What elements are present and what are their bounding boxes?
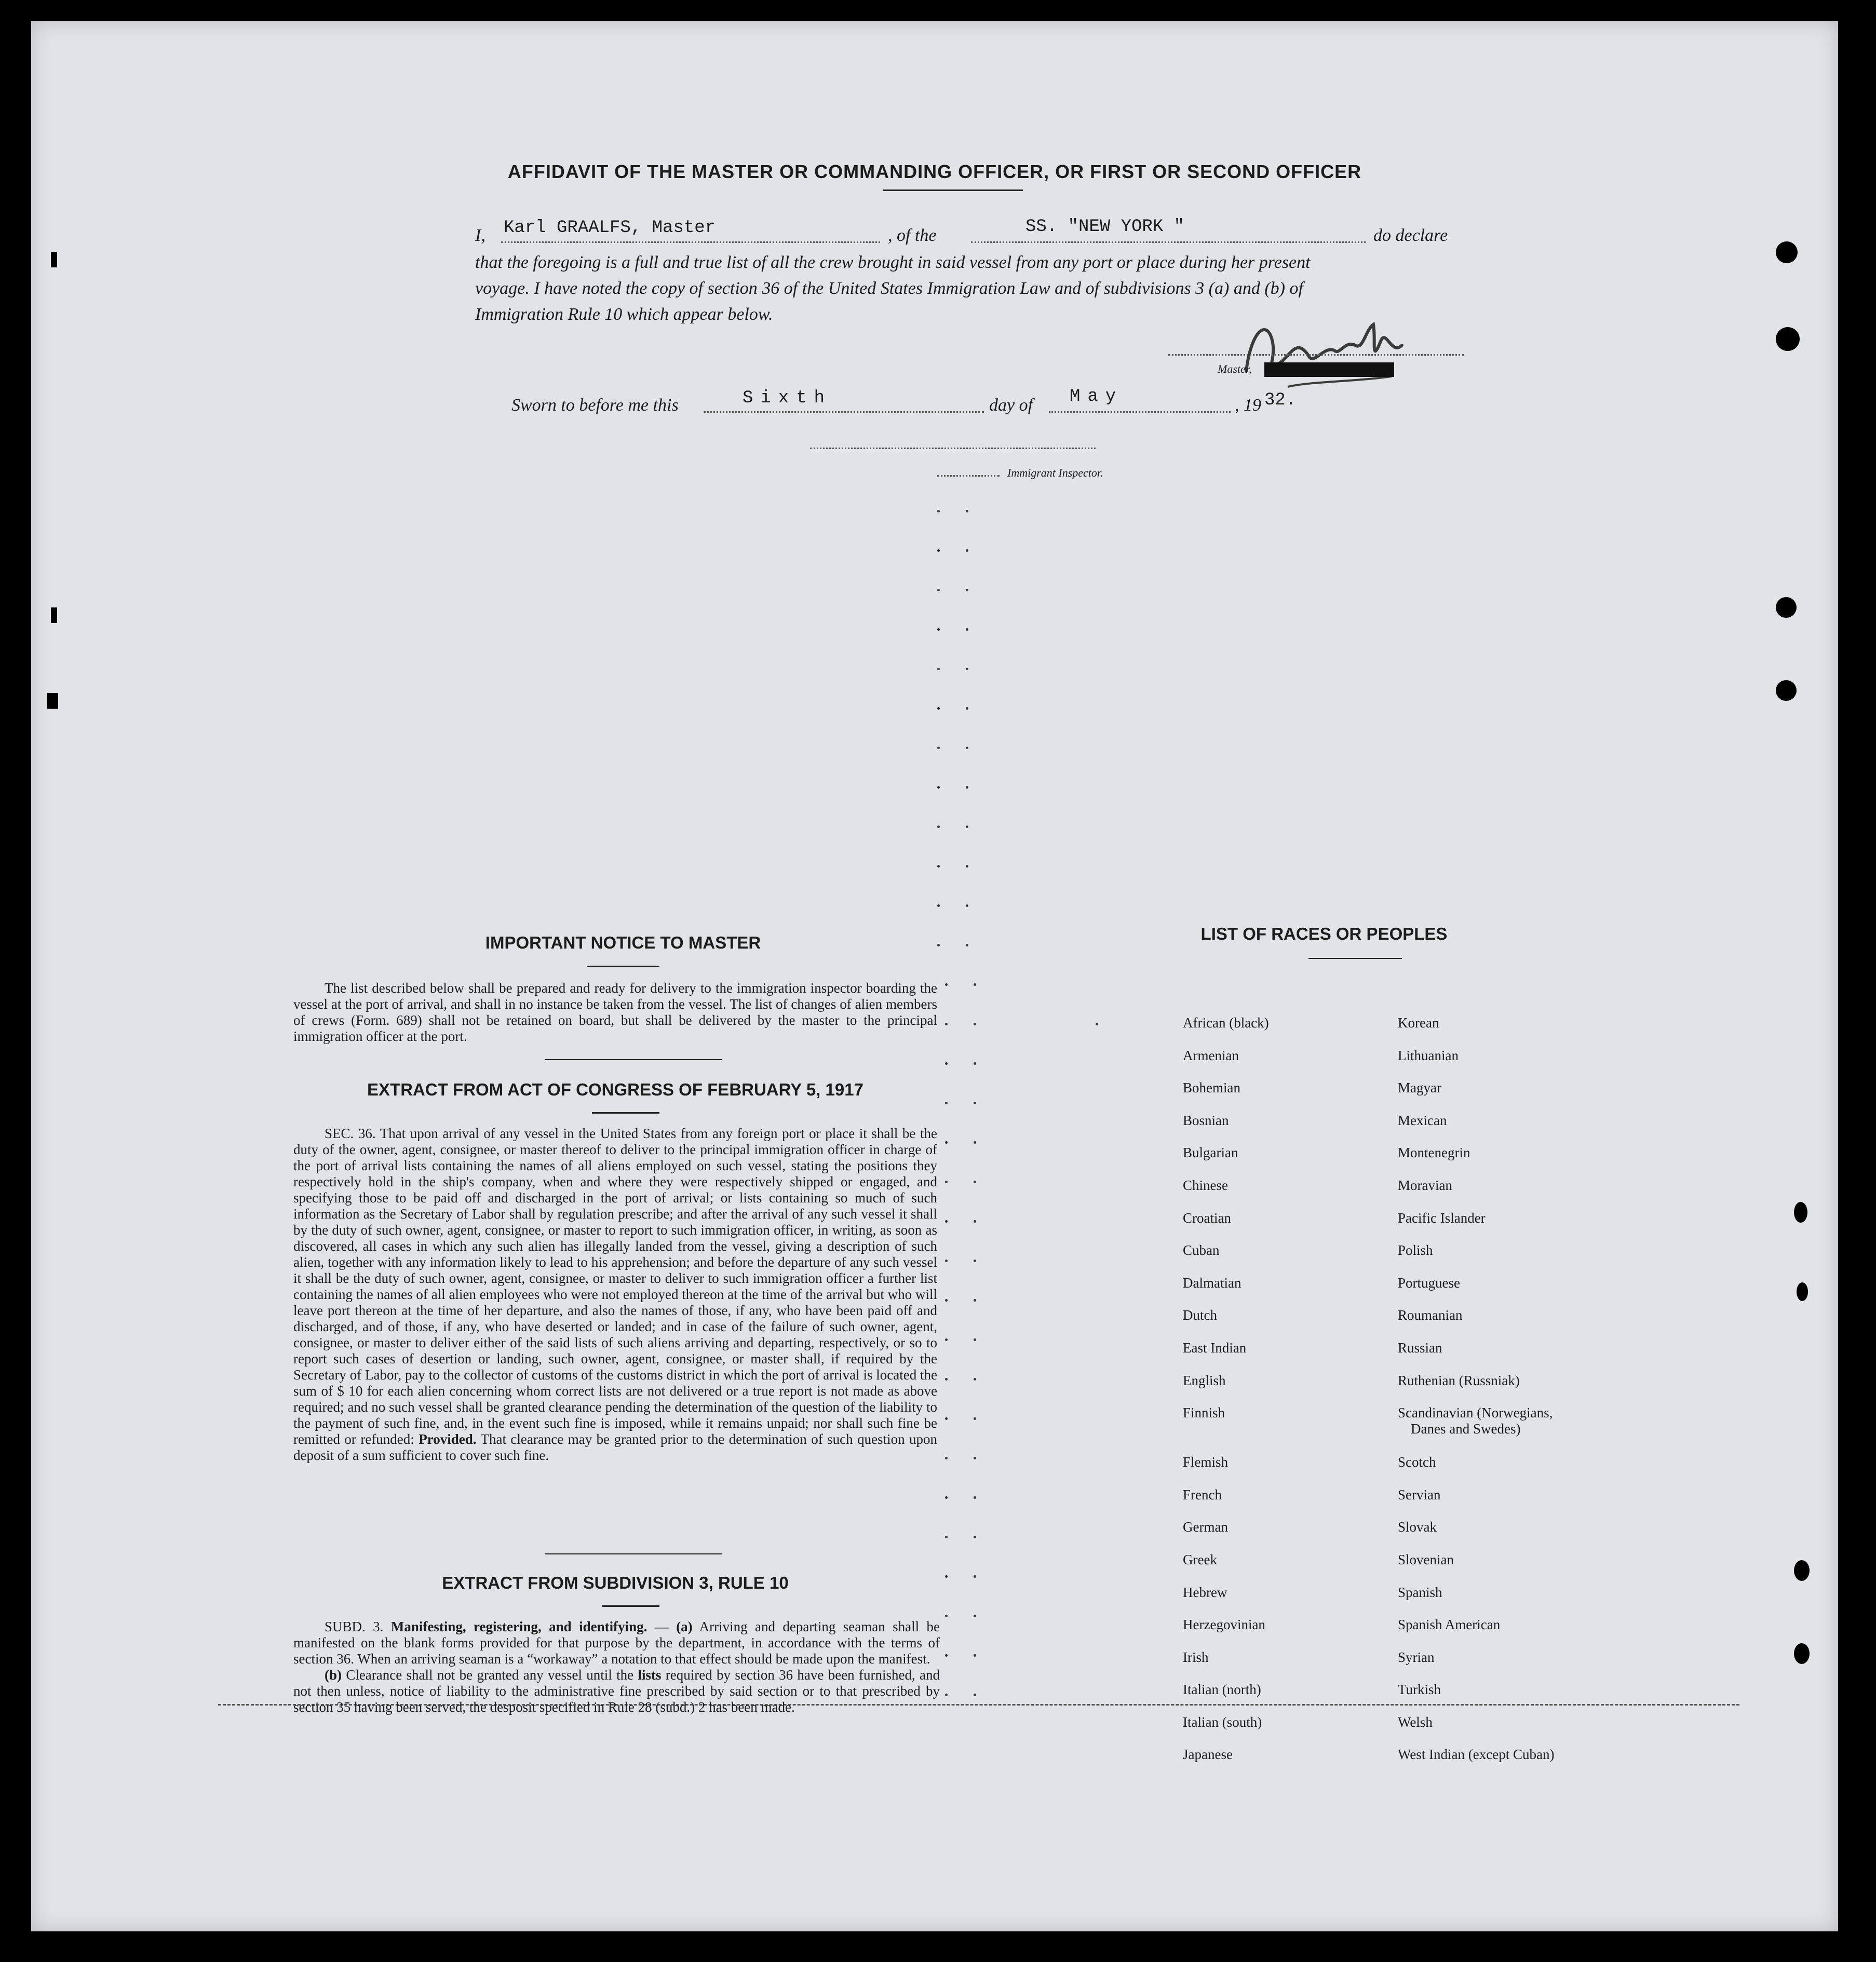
races-right-column [1398, 1015, 1657, 1779]
race-item: Welsh [1398, 1714, 1433, 1730]
document-page [31, 21, 1838, 1931]
affidavit-line-1 [475, 226, 485, 246]
vessel-name: SS. "NEW YORK " [1025, 217, 1185, 237]
sworn-day-line [704, 411, 984, 413]
race-item: Cuban [1183, 1242, 1220, 1259]
year-prefix: , 19 [1235, 396, 1261, 415]
master-name-line [501, 241, 880, 243]
notice-text [293, 980, 937, 1045]
race-item: Dalmatian [1183, 1275, 1241, 1291]
race-item: East Indian [1183, 1339, 1247, 1356]
do-declare-label: do declare [1373, 226, 1448, 245]
race-item: Montenegrin [1398, 1145, 1470, 1161]
race-item: French [1183, 1486, 1222, 1503]
subd-heading: Manifesting, registering, and identifying. [390, 1619, 647, 1634]
race-item: Slovenian [1398, 1551, 1454, 1567]
sworn-month-line [1049, 411, 1231, 413]
race-item: Roumanian [1398, 1307, 1463, 1323]
act-divider [592, 1112, 659, 1114]
notice-divider [587, 966, 659, 967]
race-item: Flemish [1183, 1454, 1229, 1470]
race-item: Herzegovinian [1183, 1617, 1265, 1633]
rule-divider [602, 1605, 659, 1607]
inspector-line-short [937, 475, 1000, 477]
race-item: Scandinavian (Norwegians, [1398, 1405, 1553, 1421]
race-item: Finnish [1183, 1405, 1225, 1421]
master-name: Karl GRAALFS, Master [504, 218, 716, 238]
race-item: Portuguese [1398, 1275, 1460, 1291]
affidavit-title: AFFIDAVIT OF THE MASTER OR COMMANDING OFFICER, OR FIRST OR SECOND OFFICER [507, 161, 1362, 182]
race-item: Bohemian [1183, 1080, 1240, 1096]
sec-36-paragraph: SEC. 36. That upon arrival of any vessel in the United States from any foreign port or place it shall be the duty of the owner, agent, consignee, or master thereof to deliver to the principal immigration officer in charge of the port of arrival lists containing the names of all aliens employed on such vessel, stating the positions they respectively hold in the ship's company, when and where they were respectively shipped or engaged, and specifying those to be paid off and discharged in the port of arrival; or lists containing so much of such information as the Secretary of Labor shall by regulation prescribe; and after the arrival of any such vessel it shall by the duty of such owner, agent, consignee, or master to report to such immigration officer, in writing, as soon as discovered, all cases in which any such alien has illegally landed from the vessel, giving a description of such alien, together with any information likely to lead to his apprehension; and before the departure of any such vessel it shall be the duty of such owner, agent, consignee, or master to deliver to such immigration officer a further list containing the names of all alien employees who were not employed thereon at the time of the arrival but who will leave port thereon at the time of her departure, and also the names of those, if any, who have been paid off and discharged, and of those, if any, who have deserted or landed; and in case of the failure of such owner, agent, consignee, or master to deliver either of the said lists of such aliens arriving and departing, respectively, or so to report such cases of desertion or landing, such owner, agent, consignee, or master shall, if required by the Secretary of Labor, pay to the collector of customs of the customs district in which the port of arrival is located the sum of $ 10 for each alien concerning whom correct lists are not delivered or a true report is not made as above required; and no such vessel shall be granted clearance pending the determination of the question of the liability to the payment of such fine, and, in the event such fine is imposed, while it remains unpaid; nor shall such fine be remitted or refunded: Provided. That clearance may be granted prior to the determination of such question upon deposit of a sum sufficient to cover such fine. [293, 1126, 938, 1463]
sworn-day: Sixth [743, 388, 832, 408]
title-divider [883, 190, 1023, 191]
race-item: Scotch [1398, 1454, 1436, 1470]
race-item: Turkish [1398, 1682, 1441, 1698]
race-item: Japanese [1183, 1747, 1233, 1763]
subd-a-paragraph: SUBD. 3. Manifesting, registering, and identifying. — (a) Arriving and departing seaman shall be manifested on the blank forms provided for that purpose by the department, in accordance with the terms of section 36. When an arriving seaman is a “workaway” a notation to that effect should be made upon the manifest. [293, 1619, 940, 1667]
race-item: Servian [1398, 1486, 1441, 1503]
race-item: Croatian [1183, 1210, 1231, 1226]
race-item: Spanish American [1398, 1617, 1501, 1633]
act-bottom-divider [545, 1553, 722, 1554]
provided-word: Provided. [419, 1431, 477, 1447]
race-item: Spanish [1398, 1584, 1442, 1600]
race-item: Irish [1183, 1649, 1209, 1665]
race-item: Ruthenian (Russniak) [1398, 1372, 1520, 1388]
race-item: West Indian (except Cuban) [1398, 1747, 1555, 1763]
race-item: African (black) [1183, 1015, 1269, 1031]
race-item: English [1183, 1372, 1226, 1388]
master-label: Master, [1218, 362, 1252, 375]
race-item: Moravian [1398, 1177, 1452, 1193]
race-item: Hebrew [1183, 1584, 1227, 1600]
race-item: Bosnian [1183, 1112, 1229, 1128]
races-title: LIST OF RACES OR PEOPLES [1200, 924, 1448, 943]
act-extract-title: EXTRACT FROM ACT OF CONGRESS OF FEBRUARY 5, 1917 [367, 1080, 863, 1099]
notice-title: IMPORTANT NOTICE TO MASTER [485, 933, 761, 952]
race-item: Polish [1398, 1242, 1433, 1259]
redaction-bar [1264, 362, 1394, 377]
race-item: Chinese [1183, 1177, 1228, 1193]
master-signature [1236, 309, 1412, 392]
race-item: Slovak [1398, 1519, 1437, 1535]
race-item: Dutch [1183, 1307, 1217, 1323]
of-the-label: , of the [888, 226, 937, 245]
rule-extract-title: EXTRACT FROM SUBDIVISION 3, RULE 10 [442, 1573, 789, 1592]
signature-line [1168, 354, 1464, 356]
vessel-line [971, 241, 1366, 243]
race-item: Italian (south) [1183, 1714, 1262, 1730]
races-left-column [1183, 1015, 1370, 1779]
sworn-month: May [1070, 387, 1124, 407]
race-item: Armenian [1183, 1047, 1239, 1063]
race-item: Greek [1183, 1551, 1217, 1567]
notice-paragraph: The list described below shall be prepared and ready for delivery to the immigration inspector boarding the vessel at the port of arrival, and shall in no instance be taken from the vessel. The list of changes of alien members of crews (Form. 689) shall not be retained on board, but shall be delivered by the master to the principal immigration officer at the port. [293, 980, 937, 1044]
race-item: German [1183, 1519, 1228, 1535]
sworn-year: 32. [1264, 390, 1297, 410]
rule-extract-text [293, 1619, 940, 1715]
race-item: Syrian [1398, 1649, 1435, 1665]
race-item: Russian [1398, 1339, 1442, 1356]
race-item: Lithuanian [1398, 1047, 1459, 1063]
sworn-label: Sworn to before me this [511, 396, 679, 415]
race-item: Italian (north) [1183, 1682, 1261, 1698]
race-item: Mexican [1398, 1112, 1447, 1128]
subd-b-paragraph: (b) Clearance shall not be granted any vessel until the lists required by section 36 have been furnished, and not then unless, notice of liability to the administrative fine prescribed by said section or to that prescribed by section 35 having been served, the desposit specified in Rule 28 (subd.) 2 has been made. [293, 1667, 940, 1715]
affidavit-body-2: voyage. I have noted the copy of section 36 of the United States Immigration Law and of subdivisions 3 (a) and (b) of [475, 279, 1303, 298]
i-prefix: I, [475, 226, 485, 245]
notice-bottom-divider [545, 1059, 722, 1060]
race-item: Pacific Islander [1398, 1210, 1486, 1226]
race-item: Danes and Swedes) [1411, 1421, 1521, 1437]
affidavit-body-3: Immigration Rule 10 which appear below. [475, 305, 773, 324]
day-of-label: day of [989, 396, 1033, 415]
race-item: Bulgarian [1183, 1145, 1238, 1161]
inspector-label: Immigrant Inspector. [1007, 466, 1103, 479]
inspector-line [810, 448, 1096, 449]
races-divider [1308, 958, 1402, 959]
affidavit-body-1: that the foregoing is a full and true list of all the crew brought in said vessel from any port or place during her present [475, 253, 1311, 272]
race-item: Magyar [1398, 1080, 1441, 1096]
race-item: Korean [1398, 1015, 1439, 1031]
act-extract-text [293, 1126, 937, 1464]
